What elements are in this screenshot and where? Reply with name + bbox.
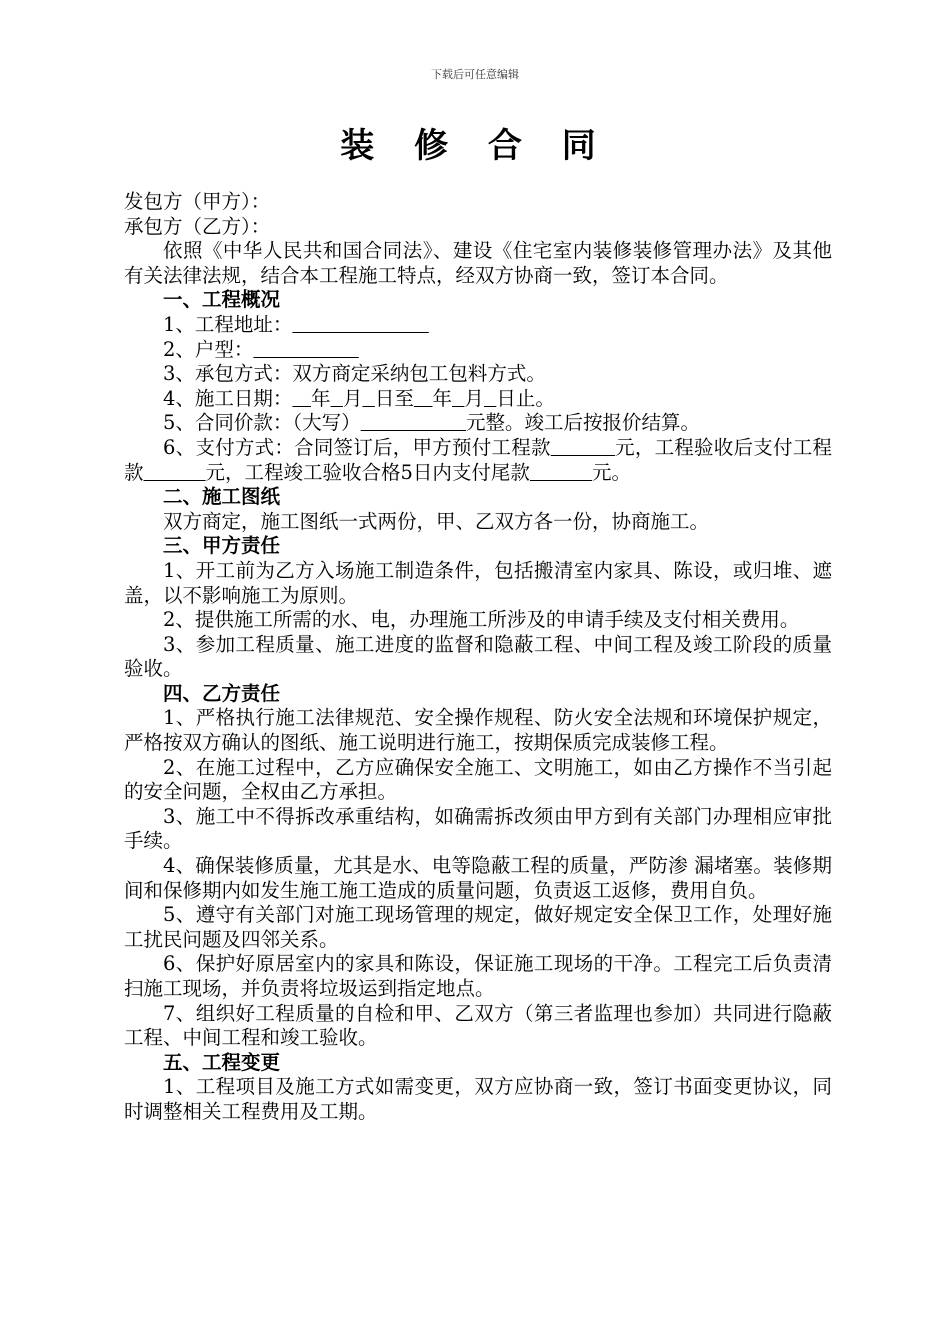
month-text: 月 xyxy=(342,386,363,410)
payment-text-4: 元。 xyxy=(591,460,631,484)
payment-text-3: 元，工程竣工验收合格5日内支付尾款 xyxy=(205,460,530,484)
contract-body xyxy=(124,190,832,1125)
document-title: 装 修 合 同 xyxy=(340,126,610,166)
end-day-blank xyxy=(484,387,496,410)
section-5-heading: 五、工程变更 xyxy=(163,1050,281,1074)
section-4-item: 2、在施工过程中，乙方应确保安全施工、文明施工，如由乙方操作不当引起的安全问题，全权由乙方承担。 xyxy=(124,755,832,804)
contract-price-line xyxy=(124,411,832,436)
house-layout-blank xyxy=(253,338,358,361)
day-to-text: 日至 xyxy=(374,386,414,410)
house-layout-label: 2、户型： xyxy=(163,337,254,361)
construction-dates-label: 4、施工日期： xyxy=(163,386,293,410)
project-address-label: 1、工程地址： xyxy=(163,312,293,336)
house-layout-line xyxy=(124,338,832,363)
section-1-heading: 一、工程概况 xyxy=(163,288,281,312)
payment-text-1: 6、支付方式：合同签订后，甲方预付工程款 xyxy=(163,435,551,459)
contract-price-label: 5、合同价款：（大写） xyxy=(163,411,361,435)
section-4-item: 6、保护好原居室内的家具和陈设，保证施工现场的干净。工程完工后负责清扫施工现场，并负责将垃圾运到指定地点。 xyxy=(124,952,832,1000)
section-4-heading: 四、乙方责任 xyxy=(163,681,281,705)
section-4-item: 4、确保装修质量，尤其是水、电等隐蔽工程的质量，严防渗 漏堵塞。装修期间和保修期内如发生施工施工造成的质量问题，负责返工返修，费用自负。 xyxy=(124,854,832,902)
contract-price-suffix: 元整。竣工后按报价结算。 xyxy=(466,411,701,435)
section-3-item: 1、开工前为乙方入场施工制造条件，包括搬清室内家具、陈设，或归堆、遮盖，以不影响施工为原则。 xyxy=(124,558,832,607)
start-month-blank xyxy=(331,387,343,410)
contract-mode-line: 3、承包方式：双方商定采纳包工包料方式。 xyxy=(163,362,546,386)
section-4-item: 5、遵守有关部门对施工现场管理的规定，做好规定安全保卫工作，处理好施工扰民问题及四邻关系。 xyxy=(124,903,832,951)
preamble-paragraph: 依照《中华人民共和国合同法》、建设《住宅室内装修装修管理办法》及其他有关法律法规，结合本工程施工特点，经双方协商一致，签订本合同。 xyxy=(124,239,832,287)
section-3-heading: 三、甲方责任 xyxy=(163,534,281,558)
section-2-paragraph: 双方商定，施工图纸一式两份，甲、乙双方各一份，协商施工。 xyxy=(163,509,710,533)
section-4-item: 3、施工中不得拆改承重结构，如确需拆改须由甲方到有关部门办理相应审批手续。 xyxy=(124,804,832,853)
month-text: 月 xyxy=(464,386,484,410)
start-year-blank xyxy=(292,387,311,410)
start-day-blank xyxy=(362,387,374,410)
header-note: 下载后可任意编辑 xyxy=(431,68,519,81)
party-a-line: 发包方（甲方）： xyxy=(124,190,271,213)
payment-text-2: 元，工程验收后支付工程款 xyxy=(124,435,832,484)
end-month-blank xyxy=(452,387,464,410)
construction-dates-line xyxy=(124,387,832,412)
section-4-item: 1、严格执行施工法律规范、安全操作规程、防火安全法规和环境保护规定，严格按双方确认的图纸、施工说明进行施工，按期保质完成装修工程。 xyxy=(124,706,832,755)
acceptance-payment-blank xyxy=(144,461,206,484)
section-3-item: 2、提供施工所需的水、电，办理施工所涉及的申请手续及支付相关费用。 xyxy=(163,608,800,632)
project-address-blank xyxy=(292,313,428,336)
day-end-text: 日止。 xyxy=(496,386,555,410)
section-2-heading: 二、施工图纸 xyxy=(163,485,281,509)
section-5-item: 1、工程项目及施工方式如需变更，双方应协商一致，签订书面变更协议，同时调整相关工程费用及工期。 xyxy=(124,1075,832,1123)
year-text: 年 xyxy=(311,386,331,410)
payment-method-paragraph xyxy=(124,436,832,485)
year-text: 年 xyxy=(432,386,453,410)
party-b-line: 承包方（乙方）： xyxy=(124,214,271,238)
section-3-item: 3、参加工程质量、施工进度的监督和隐蔽工程、中间工程及竣工阶段的质量验收。 xyxy=(124,632,832,681)
final-payment-blank xyxy=(530,461,592,484)
section-4-item: 7、组织好工程质量的自检和甲、乙双方（第三者监理也参加）共同进行隐蔽工程、中间工程和竣工验收。 xyxy=(124,1001,832,1050)
advance-payment-blank xyxy=(551,436,615,459)
end-year-blank xyxy=(414,387,433,410)
contract-price-blank xyxy=(361,411,466,434)
project-address-line xyxy=(124,313,832,338)
